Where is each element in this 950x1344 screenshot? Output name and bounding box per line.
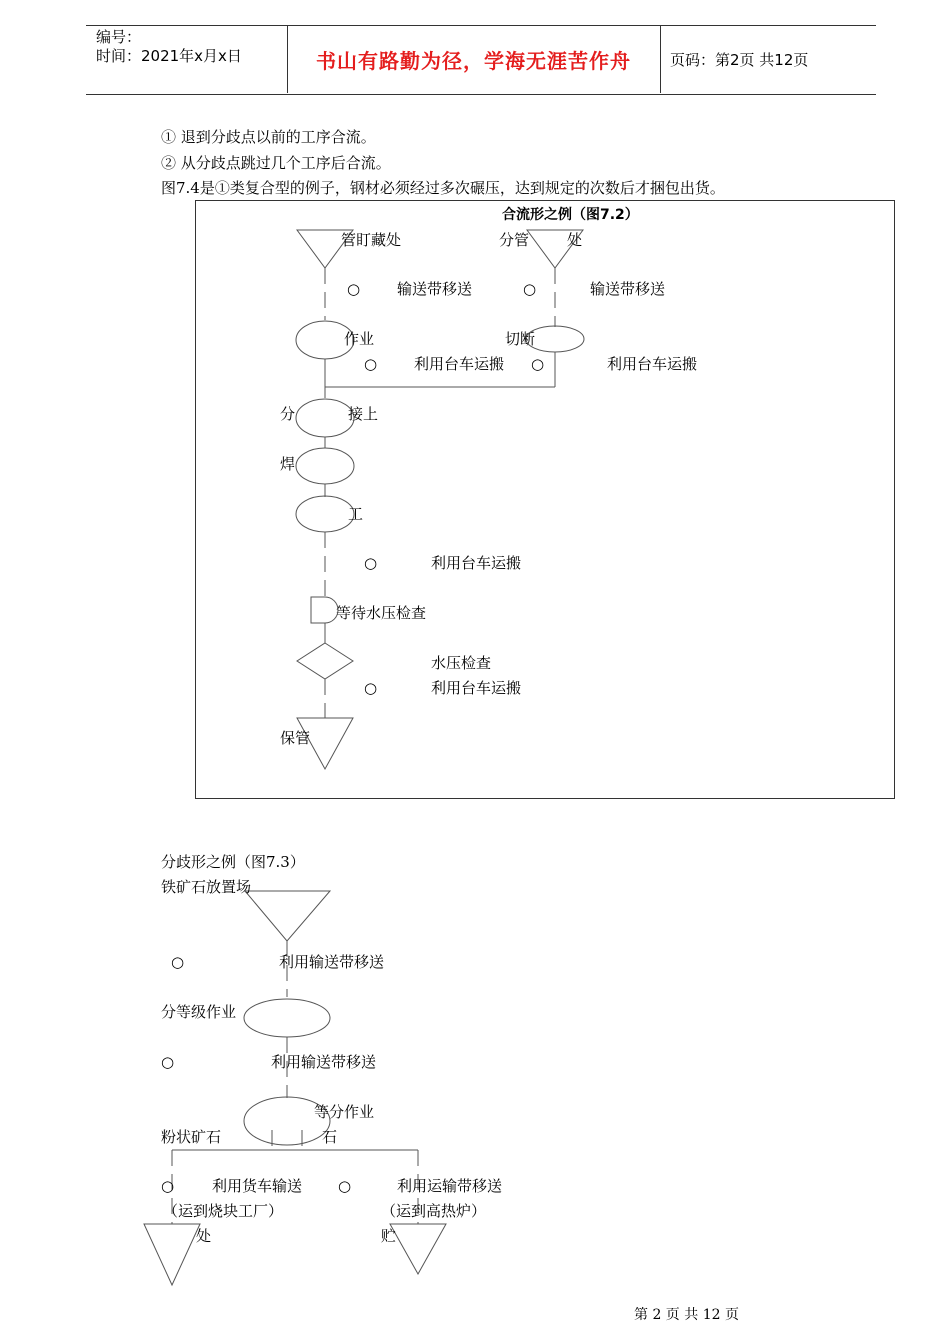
label-cart-mid: 利用台车运搬 bbox=[431, 554, 522, 572]
circle-mark: ○ bbox=[161, 1053, 175, 1071]
label-right-store-tail: 贮 bbox=[381, 1227, 397, 1245]
operation-circle-grade bbox=[244, 999, 330, 1037]
label-final-store: 保管 bbox=[280, 729, 311, 747]
storage-triangle-furnace bbox=[390, 1224, 446, 1274]
figure-7-3-title: 分歧形之例（图7.3） bbox=[161, 853, 305, 871]
label-water-check: 水压检查 bbox=[431, 654, 492, 672]
label-to-sinter: （运到烧块工厂） bbox=[163, 1202, 284, 1220]
label-work-left: 作业 bbox=[344, 330, 375, 348]
label-conveyor-1: 利用输送带移送 bbox=[279, 953, 385, 971]
label-cut-right: 切断 bbox=[505, 330, 536, 348]
label-work3: 工 bbox=[348, 505, 364, 523]
list-item-1: ① 退到分歧点以前的工序合流。 bbox=[161, 128, 376, 146]
operation-circle-weld bbox=[296, 448, 354, 484]
circle-mark: ○ bbox=[523, 280, 537, 298]
inspection-diamond bbox=[297, 643, 353, 679]
label-conveyor-left: 输送带移送 bbox=[397, 280, 473, 298]
circle-mark: ○ bbox=[364, 679, 378, 697]
label-conveyor-3: 利用运输带移送 bbox=[397, 1177, 503, 1195]
paragraph: 图7.4是①类复合型的例子，钢材必须经过多次碾压，达到规定的次数后才捆包出货。 bbox=[161, 179, 725, 197]
list-item-2: ② 从分歧点跳过几个工序后合流。 bbox=[161, 154, 391, 172]
label-storage-right-tail: 处 bbox=[567, 231, 583, 249]
label-conveyor-2: 利用输送带移送 bbox=[271, 1053, 377, 1071]
header-motto: 书山有路勤为径，学海无涯苦作舟 bbox=[316, 48, 631, 73]
label-ore-storage: 铁矿石放置场 bbox=[161, 878, 252, 896]
label-join-tail: 接上 bbox=[348, 405, 379, 423]
ore-storage-triangle bbox=[245, 891, 330, 941]
label-lump-ore-tail: 石 bbox=[322, 1128, 338, 1146]
storage-triangle-sinter bbox=[144, 1224, 200, 1285]
label-cart-right: 利用台车运搬 bbox=[607, 355, 698, 373]
operation-circle-work3 bbox=[296, 496, 354, 532]
header-number-label: 编号： bbox=[96, 28, 142, 46]
label-conveyor-right: 输送带移送 bbox=[590, 280, 666, 298]
label-to-furnace: （运到高热炉） bbox=[381, 1202, 487, 1220]
circle-mark: ○ bbox=[364, 554, 378, 572]
label-wait-check: 等待水压检查 bbox=[336, 604, 427, 622]
label-sort-work-tail: 等分作业 bbox=[314, 1103, 375, 1121]
operation-circle-join bbox=[296, 399, 354, 437]
circle-mark: ○ bbox=[347, 280, 361, 298]
label-cart-left: 利用台车运搬 bbox=[414, 355, 505, 373]
label-join: 分 bbox=[280, 405, 296, 423]
circle-mark: ○ bbox=[171, 953, 185, 971]
circle-mark: ○ bbox=[338, 1177, 352, 1195]
label-storage-right: 分管 bbox=[499, 231, 530, 249]
label-cart-bottom: 利用台车运搬 bbox=[431, 679, 522, 697]
label-left-store-tail: 处 bbox=[196, 1227, 212, 1245]
header-page-label: 页码：第2页 共12页 bbox=[670, 51, 809, 69]
circle-mark: ○ bbox=[161, 1177, 175, 1195]
circle-mark: ○ bbox=[531, 355, 545, 373]
figure-7-2-title: 合流形之例（图7.2） bbox=[502, 207, 639, 223]
label-grade-work: 分等级作业 bbox=[161, 1003, 237, 1021]
footer-page-number: 第 2 页 共 12 页 bbox=[634, 1307, 739, 1323]
circle-mark: ○ bbox=[364, 355, 378, 373]
label-truck: 利用货车输送 bbox=[212, 1177, 303, 1195]
delay-symbol bbox=[311, 597, 338, 623]
header-time-label: 时间：2021年x月x日 bbox=[96, 47, 242, 65]
label-powder-ore: 粉状矿石 bbox=[161, 1128, 222, 1146]
label-weld: 焊 bbox=[280, 455, 296, 473]
label-storage-left: 管盯藏处 bbox=[341, 231, 402, 249]
